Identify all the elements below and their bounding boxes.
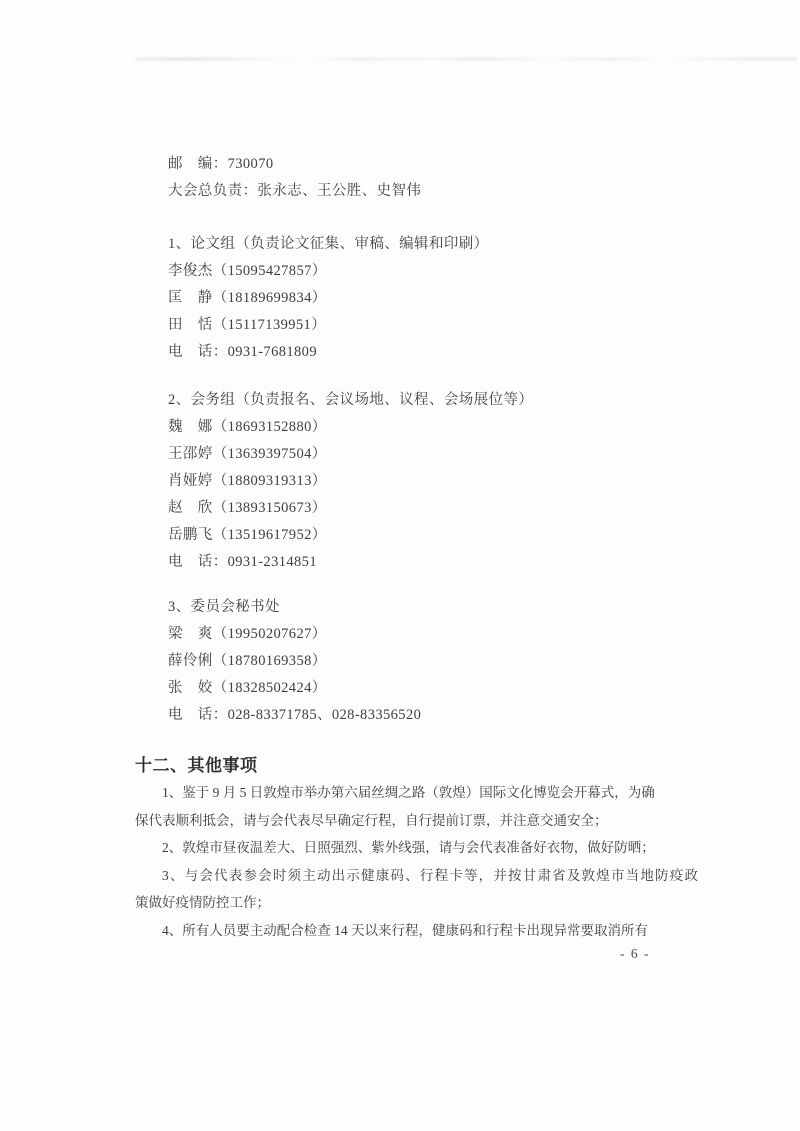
member-line: 匡 静（18189699834） [168, 290, 327, 306]
member-line: 张 姣（18328502424） [168, 680, 327, 696]
general-leader-line: 大会总负责：张永志、王公胜、史智伟 [168, 183, 422, 199]
group-title: 3、委员会秘书处 [168, 599, 280, 615]
scan-artifact-line [135, 57, 797, 61]
paragraph-line: 4、所有人员要主动配合检查 14 天以来行程，健康码和行程卡出现异常要取消所有 [162, 922, 648, 938]
page-number: - 6 - [620, 946, 650, 961]
paragraph-line: 保代表顺利抵会，请与会代表尽早确定行程，自行提前订票，并注意交通安全； [135, 812, 608, 828]
postal-code-line: 邮 编：730070 [168, 156, 274, 172]
member-line: 梁 爽（19950207627） [168, 626, 327, 642]
paragraph-line: 3、与会代表参会时须主动出示健康码、行程卡等，并按甘肃省及敦煌市当地防疫政 [162, 867, 700, 883]
group-phone-line: 电 话：0931-2314851 [168, 554, 317, 570]
group-title: 1、论文组（负责论文征集、审稿、编辑和印刷） [168, 236, 489, 252]
paragraph-line: 2、敦煌市昼夜温差大、日照强烈、紫外线强，请与会代表准备好衣物，做好防晒； [162, 840, 655, 855]
member-line: 肖娅婷（18809319313） [168, 473, 327, 489]
member-line: 薛伶俐（18780169358） [168, 653, 327, 669]
member-line: 田 恬（15117139951） [168, 317, 327, 333]
member-line: 王邵婷（13639397504） [168, 446, 327, 462]
section-heading: 十二、其他事项 [135, 756, 258, 775]
member-line: 岳鹏飞（13519617952） [168, 527, 327, 543]
contact-group-affairs [168, 387, 533, 576]
group-title: 2、会务组（负责报名、会议场地、议程、会场展位等） [168, 392, 534, 408]
paragraph-line: 策做好疫情防控工作； [135, 895, 270, 910]
group-phone-line: 电 话：0931-7681809 [168, 344, 317, 360]
member-line: 赵 欣（13893150673） [168, 500, 327, 516]
contact-group-papers [168, 231, 533, 366]
contact-group-secretariat [168, 594, 533, 729]
contact-info-block [168, 151, 533, 729]
member-line: 李俊杰（15095427857） [168, 263, 327, 279]
other-matters-section [135, 752, 700, 944]
member-line: 魏 娜（18693152880） [168, 419, 327, 435]
group-phone-line: 电 话：028-83371785、028-83356520 [168, 707, 422, 723]
paragraph-line: 1、鉴于 9 月 5 日敦煌市举办第六届丝绸之路（敦煌）国际文化博览会开幕式，为确 [162, 785, 655, 800]
